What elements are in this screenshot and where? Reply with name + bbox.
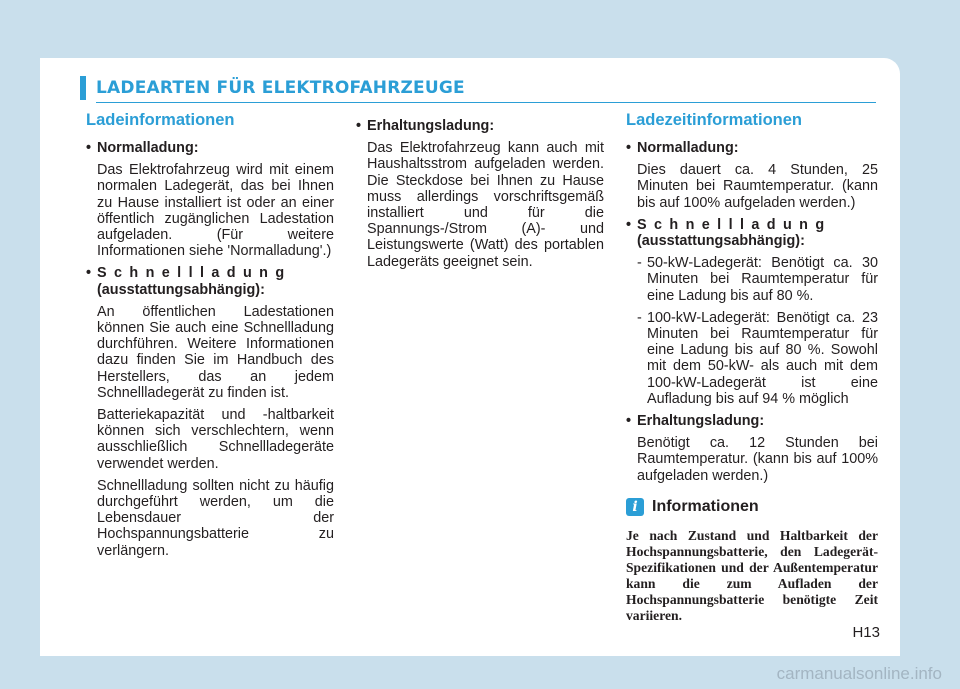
bullet: •	[626, 413, 632, 430]
list-item-normalladung	[86, 140, 334, 156]
info-icon: i	[626, 498, 644, 516]
section-bar	[80, 76, 86, 100]
item-label: Schnellladung	[637, 216, 832, 233]
dash: -	[637, 309, 642, 326]
paragraph: Benötigt ca. 12 Stunden bei Raumtemperatur. (kann bis auf 100% aufgeladen werden.)	[637, 435, 878, 484]
list-item-schnellladung	[86, 265, 334, 297]
info-text: Je nach Zustand und Haltbarkeit der Hochspannungsbatterie, den Ladegerät-Spezifikationen und der Außentemperatur kann die zum Aufladen der Hochspannungsbatterie benötigte Zeit variieren.	[626, 527, 878, 623]
section-header	[80, 76, 876, 106]
bullet: •	[626, 216, 632, 233]
dash-item	[637, 255, 878, 304]
list-item-erhaltungsladung	[356, 118, 604, 134]
section-title: LADEARTEN FÜR ELEKTROFAHRZEUGE	[96, 78, 465, 98]
item-label: Schnellladung	[97, 265, 292, 282]
dash-text: 50-kW-Ladegerät: Benötigt ca. 30 Minuten bei Raumtemperatur für eine Ladung bis auf 80 %.	[647, 255, 878, 304]
paragraph: Batteriekapazität und -haltbarkeit können sich verschlechtern, wenn ausschließlich Schnellladegeräte verwendet werden.	[97, 407, 334, 472]
column-ladezeitinformationen	[626, 110, 878, 624]
column-erhaltungsladung	[356, 118, 604, 276]
item-label: Erhaltungsladung:	[637, 413, 765, 430]
bullet: •	[86, 140, 92, 156]
bullet: •	[86, 265, 92, 282]
paragraph: Das Elektrofahrzeug wird mit einem normalen Ladegerät, das bei Ihnen zu Hause installiert ist oder an einer öffentlich zugänglichen Ladestation aufgeladen. (Für weitere Informationen siehe 'Normalladung'.)	[97, 162, 334, 260]
dash: -	[637, 255, 642, 272]
paragraph: Schnellladung sollten nicht zu häufig durchgeführt werden, um die Lebensdauer der Hochspannungsbatterie zu verlängern.	[97, 477, 334, 559]
column-title: Ladeinformationen	[86, 111, 235, 129]
info-box-header	[626, 498, 878, 520]
item-label: Normalladung:	[637, 140, 739, 156]
paragraph: Das Elektrofahrzeug kann auch mit Haushaltsstrom aufgeladen werden. Die Steckdose bei Ihnen zu Hause muss allerdings vorschriftsgemäß installiert und für die Spannungs-/Strom (A)- und Leistungswerte (Watt) des portablen Ladegeräts geeignet sein.	[367, 140, 604, 270]
bullet: •	[626, 140, 632, 156]
item-sublabel: (ausstattungsabhängig):	[637, 233, 805, 250]
watermark: carmanualsonline.info	[776, 664, 942, 683]
paragraph: Dies dauert ca. 4 Stunden, 25 Minuten bei Raumtemperatur. (kann bis auf 100% aufgeladen werden.)	[637, 162, 878, 211]
column-title: Ladezeitinformationen	[626, 111, 803, 129]
paragraph: An öffentlichen Ladestationen können Sie auch eine Schnellladung durchführen. Weitere Informationen dazu finden Sie im Handbuch des Herstellers, das an jedem Schnellladegerät zu finden ist.	[97, 303, 334, 401]
column-ladeinformationen	[86, 110, 334, 565]
info-title: Informationen	[652, 497, 759, 515]
page-number: H13	[852, 624, 880, 641]
bullet: •	[356, 118, 362, 134]
list-item-erhaltungsladung	[626, 413, 878, 429]
dash-item	[637, 310, 878, 407]
manual-page	[40, 58, 900, 656]
item-sublabel: (ausstattungsabhängig):	[97, 281, 265, 298]
section-rule	[96, 102, 876, 103]
list-item-schnellladung	[626, 217, 878, 249]
item-label: Normalladung:	[97, 140, 199, 156]
list-item-normalladung	[626, 140, 878, 156]
item-label: Erhaltungsladung:	[367, 118, 495, 134]
dash-text: 100-kW-Ladegerät: Benötigt ca. 23 Minuten bei Raumtemperatur für eine Ladung bis auf 80 %. Sowohl mit dem 50-kW- als auch mit dem 100-kW-Ladegerät ist eine Aufladung bis auf 94 % möglich	[647, 309, 878, 407]
